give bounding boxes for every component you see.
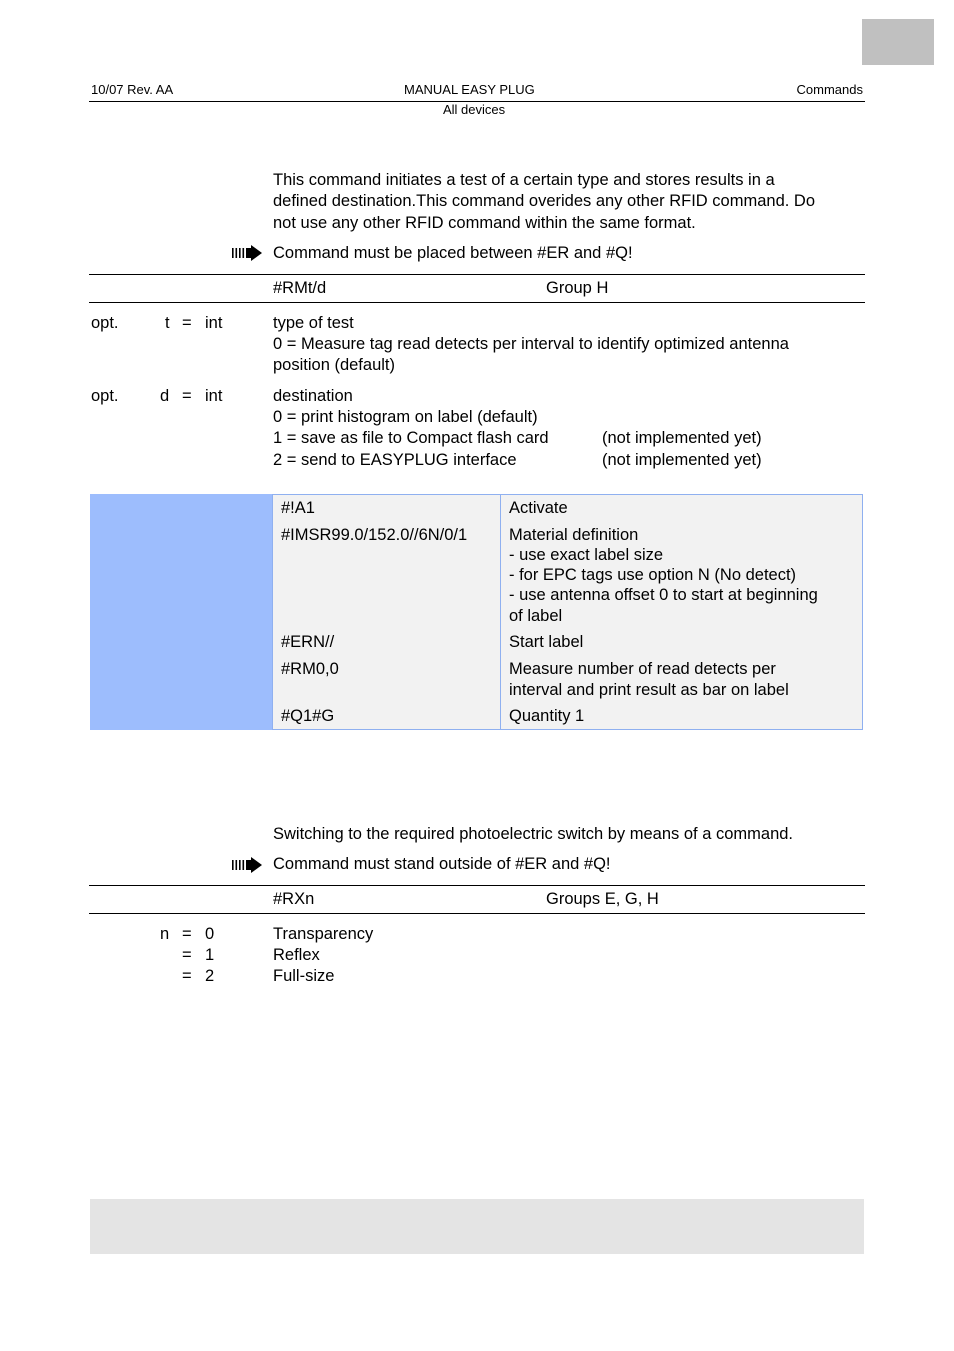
param-d-equals: = [182,387,192,405]
hand-arrow-icon [231,856,263,874]
rx-param-value: 2 [205,967,215,985]
param-d-type: int [205,387,223,405]
example-side-panel [90,494,272,730]
param-d-note: (not implemented yet) [602,451,762,469]
rm-desc-line: defined destination.This command overides any other RFID command. Do [273,192,816,210]
param-t-type: int [205,314,223,332]
rx-syntax-top-rule [89,885,865,886]
example-description: Measure number of read detects per [509,660,776,678]
example-command: #ERN// [281,633,335,651]
param-d-line: 2 = send to EASYPLUG interface [273,451,517,469]
header-subtitle: All devices [443,102,506,117]
example-command: #IMSR99.0/152.0//6N/0/1 [281,526,468,544]
rx-param-name: n [160,925,170,943]
hand-arrow-icon [231,244,263,262]
rx-note: Command must stand outside of #ER and #Q! [273,855,611,873]
example-description: - for EPC tags use option N (No detect) [509,566,797,584]
rm-syntax-bottom-rule [89,302,865,303]
header-section: Commands [796,82,863,97]
rx-param-label: Full-size [273,967,335,985]
rx-syntax: #RXn [273,890,315,908]
param-d-line: destination [273,387,353,405]
param-t-optional: opt. [91,314,119,332]
header-title: MANUAL EASY PLUG [404,82,535,97]
param-d-name: d [160,387,170,405]
corner-tab-marker [862,19,934,65]
example-column-divider [500,494,501,730]
example-description: Activate [509,499,568,517]
example-command: #Q1#G [281,707,335,725]
rx-param-value: 0 [205,925,215,943]
rm-desc-line: not use any other RFID command within the same format. [273,214,696,232]
param-t-line: type of test [273,314,354,332]
example-description: - use exact label size [509,546,664,564]
rx-param-equals: = [182,967,192,985]
rm-syntax-top-rule [89,274,865,275]
param-d-optional: opt. [91,387,119,405]
param-d-line: 0 = print histogram on label (default) [273,408,538,426]
rm-desc-line: This command initiates a test of a certain type and stores results in a [273,171,775,189]
example-command: #!A1 [281,499,315,517]
param-t-line: 0 = Measure tag read detects per interval to identify optimized antenna [273,335,789,353]
rm-syntax: #RMt/d [273,279,327,297]
param-d-line: 1 = save as file to Compact flash card [273,429,549,447]
param-d-note: (not implemented yet) [602,429,762,447]
example-description: - use antenna offset 0 to start at beginning [509,586,818,604]
rx-param-label: Transparency [273,925,374,943]
rx-description: Switching to the required photoelectric switch by means of a command. [273,825,794,843]
rx-syntax-bottom-rule [89,913,865,914]
param-t-line: position (default) [273,356,395,374]
param-t-name: t [165,314,170,332]
example-description: Material definition [509,526,639,544]
rm-group: Group H [546,279,609,297]
rx-param-label: Reflex [273,946,320,964]
rx-param-equals: = [182,925,192,943]
header-revision: 10/07 Rev. AA [91,82,174,97]
example-command: #RM0,0 [281,660,339,678]
rx-param-equals: = [182,946,192,964]
param-t-equals: = [182,314,192,332]
example-description: interval and print result as bar on label [509,681,789,699]
example-description: of label [509,607,563,625]
rm-note: Command must be placed between #ER and #Q! [273,244,633,262]
footer-band [90,1199,864,1254]
example-description: Start label [509,633,584,651]
example-description: Quantity 1 [509,707,585,725]
rx-param-value: 1 [205,946,215,964]
rx-group: Groups E, G, H [546,890,659,908]
